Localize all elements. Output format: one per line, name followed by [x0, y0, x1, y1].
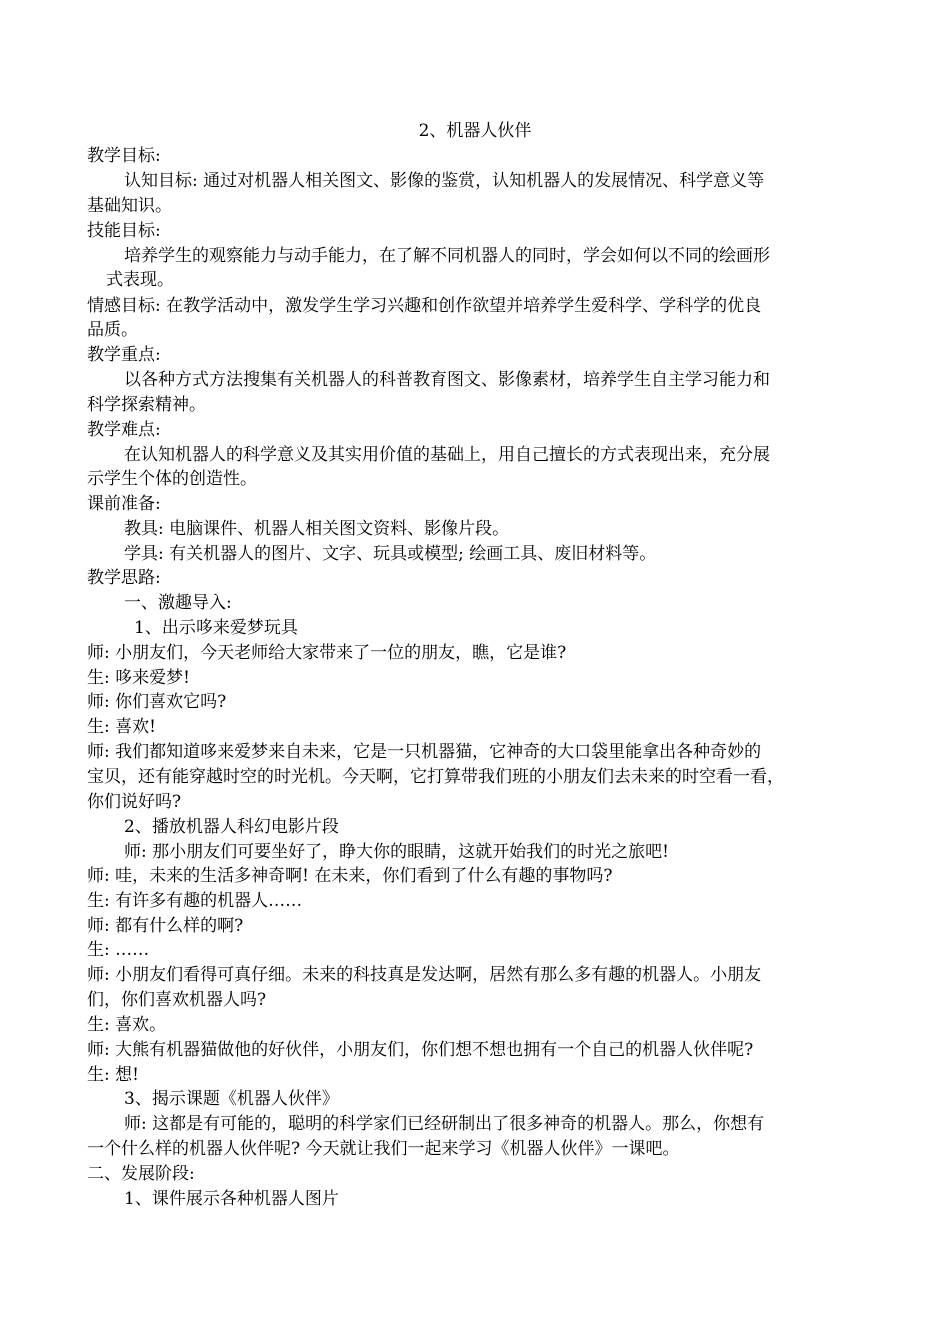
text-line: 示学生个体的创造性。	[87, 469, 257, 489]
text-line: 科学探索精神。	[87, 395, 206, 415]
text-line: 们，你们喜欢机器人吗?	[87, 990, 267, 1010]
text-line: 师: 这都是有可能的，聪明的科学家们已经研制出了很多神奇的机器人。那么，你想有	[124, 1114, 765, 1134]
text-line: 培养学生的观察能力与动手能力，在了解不同机器人的同时，学会如何以不同的绘画形	[124, 246, 770, 266]
text-line: 式表现。	[106, 270, 174, 290]
text-line: 师: 都有什么样的啊?	[87, 916, 244, 936]
text-line: 1、出示哆来爱梦玩具	[134, 618, 298, 638]
text-line: 2、播放机器人科幻电影片段	[124, 817, 339, 837]
text-line: 二、发展阶段:	[87, 1164, 195, 1184]
text-line: 教具: 电脑课件、机器人相关图文资料、影像片段。	[124, 519, 510, 539]
text-line: 生: ……	[87, 940, 150, 960]
text-line: 学具: 有关机器人的图片、文字、玩具或模型; 绘画工具、废旧材料等。	[124, 544, 657, 564]
text-line: 师: 那小朋友们可要坐好了，睁大你的眼睛，这就开始我们的时光之旅吧!	[124, 842, 669, 862]
text-line: 品质。	[87, 320, 138, 340]
text-line: 生: 有许多有趣的机器人……	[87, 891, 303, 911]
text-line: 教学思路:	[87, 568, 161, 588]
text-line: 宝贝，还有能穿越时空的时光机。今天啊，它打算带我们班的小朋友们去未来的时空看一看，	[87, 767, 784, 787]
text-line: 师: 你们喜欢它吗?	[87, 692, 227, 712]
text-line: 生: 喜欢。	[87, 1015, 167, 1035]
text-line: 生: 喜欢!	[87, 717, 156, 737]
text-line: 你们说好吗?	[87, 792, 182, 812]
text-line: 生: 想!	[87, 1065, 139, 1085]
text-line: 师: 我们都知道哆来爱梦来自未来，它是一只机器猫，它神奇的大口袋里能拿出各种奇妙的	[87, 742, 762, 762]
text-line: 师: 小朋友们看得可真仔细。未来的科技真是发达啊，居然有那么多有趣的机器人。小朋友	[87, 965, 762, 985]
text-line: 教学重点:	[87, 345, 161, 365]
text-line: 课前准备:	[87, 494, 161, 514]
text-line: 3、揭示课题《机器人伙伴》	[124, 1089, 339, 1109]
text-line: 技能目标:	[87, 221, 161, 241]
text-line: 在认知机器人的科学意义及其实用价值的基础上，用自己擅长的方式表现出来，充分展	[124, 445, 770, 465]
text-line: 1、课件展示各种机器人图片	[124, 1189, 339, 1209]
text-line: 教学目标:	[87, 146, 161, 166]
text-line: 一、激趣导入:	[124, 593, 232, 613]
text-line: 师: 大熊有机器猫做他的好伙伴，小朋友们，你们想不想也拥有一个自己的机器人伙伴呢?	[87, 1040, 754, 1060]
text-line: 认知目标: 通过对机器人相关图文、影像的鉴赏，认知机器人的发展情况、科学意义等	[124, 171, 765, 191]
text-line: 情感目标: 在教学活动中，激发学生学习兴趣和创作欲望并培养学生爱科学、学科学的优良	[87, 296, 762, 316]
document-title: 2、机器人伙伴	[418, 121, 532, 141]
text-line: 基础知识。	[87, 196, 172, 216]
text-line: 师: 哇，未来的生活多神奇啊! 在未来，你们看到了什么有趣的事物吗?	[87, 866, 613, 886]
text-line: 以各种方式方法搜集有关机器人的科普教育图文、影像素材，培养学生自主学习能力和	[124, 370, 770, 390]
text-line: 一个什么样的机器人伙伴呢? 今天就让我们一起来学习《机器人伙伴》一课吧。	[87, 1139, 680, 1159]
text-line: 教学难点:	[87, 420, 161, 440]
text-line: 师: 小朋友们，今天老师给大家带来了一位的朋友，瞧，它是谁?	[87, 643, 567, 663]
text-line: 生: 哆来爱梦!	[87, 668, 190, 688]
